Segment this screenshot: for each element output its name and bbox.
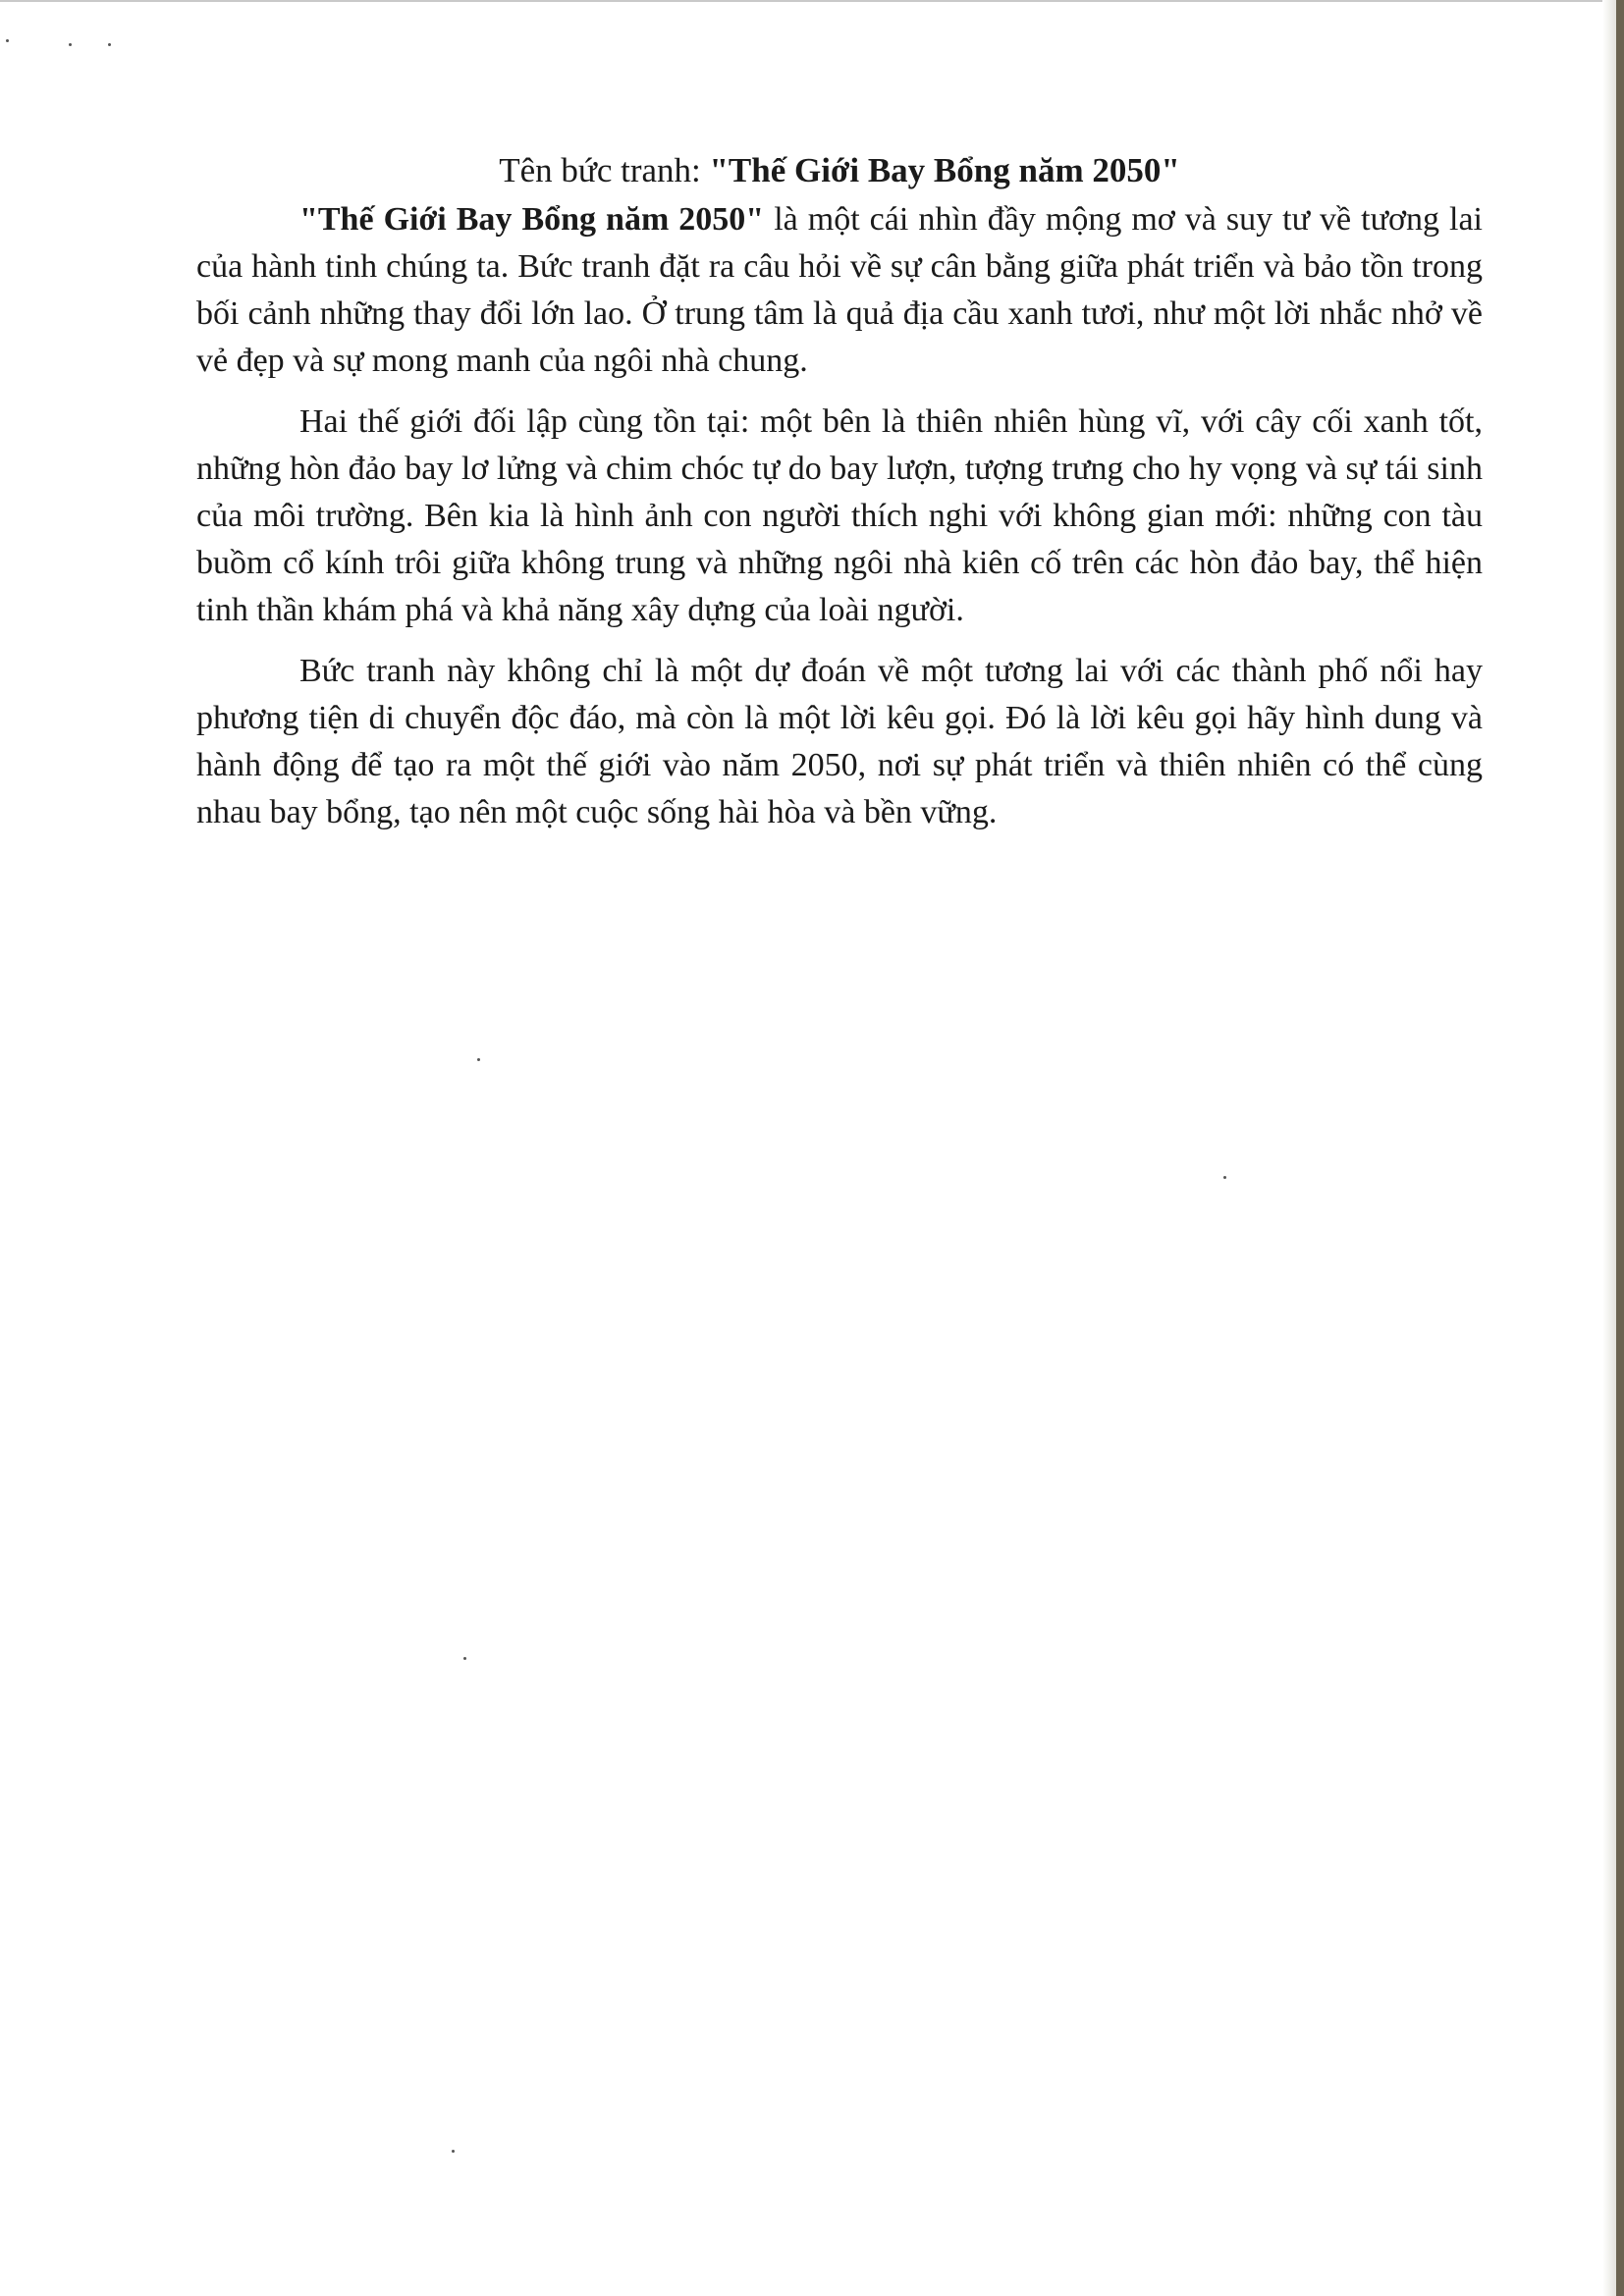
scan-top-edge	[0, 0, 1624, 2]
paragraph-text: Hai thế giới đối lập cùng tồn tại: một bên là thiên nhiên hùng vĩ, với cây cối xanh tốt, những hòn đảo bay lơ lửng và chim chóc tự do bay lượn, tượng trưng cho hy vọng và sự tái sinh của môi trường. Bên kia là hình ảnh con người thích nghi với không gian mới: những con tàu buồm cổ kính trôi giữa không trung và những ngôi nhà kiên cố trên các hòn đảo bay, thể hiện tinh thần khám phá và khả năng xây dựng của loài người.	[196, 403, 1483, 628]
paragraph-text: Bức tranh này không chỉ là một dự đoán về một tương lai với các thành phố nổi hay phương tiện di chuyển độc đáo, mà còn là một lời kêu gọi. Đó là lời kêu gọi hãy hình dung và hành động để tạo ra một thế giới vào năm 2050, nơi sự phát triển và thiên nhiên có thể cùng nhau bay bổng, tạo nên một cuộc sống hài hòa và bền vững.	[196, 653, 1483, 830]
scan-speck	[6, 39, 9, 42]
paragraph-lead-bold: "Thế Giới Bay Bổng năm 2050"	[299, 201, 765, 238]
paragraph-two-worlds	[196, 399, 1483, 634]
scan-speck	[452, 2150, 455, 2153]
scan-speck	[477, 1058, 480, 1061]
scan-speck	[463, 1657, 466, 1660]
scan-right-edge	[1616, 0, 1624, 2296]
title-artwork-name: "Thế Giới Bay Bổng năm 2050"	[709, 151, 1180, 189]
paragraph-intro	[196, 196, 1483, 385]
scan-speck	[1223, 1176, 1226, 1179]
document-body	[196, 147, 1483, 836]
paragraph-call-to-action	[196, 648, 1483, 836]
scan-speck	[108, 43, 111, 46]
title-prefix: Tên bức tranh:	[499, 151, 710, 189]
scan-edge-shadow	[1602, 0, 1616, 2296]
scan-speck	[69, 43, 72, 46]
paragraph-text: là một cái nhìn đầy mộng mơ và suy tư về tương lai của hành tinh chúng ta. Bức tranh đặt ra câu hỏi về sự cân bằng giữa phát triển và bảo tồn trong bối cảnh những thay đổi lớn lao. Ở trung tâm là quả địa cầu xanh tươi, như một lời nhắc nhở về vẻ đẹp và sự mong manh của ngôi nhà chung.	[196, 201, 1484, 379]
document-title	[196, 147, 1483, 194]
